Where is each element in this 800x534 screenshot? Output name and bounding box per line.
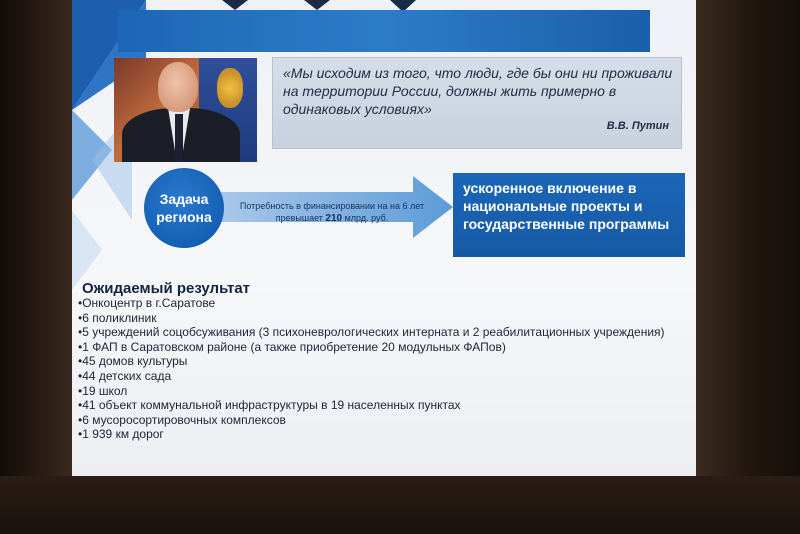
list-item: •41 объект коммунальной инфраструктуры в 19 населенных пунктах: [78, 398, 461, 413]
list-item: •45 домов культуры: [78, 354, 188, 369]
emblem-icon: [217, 68, 243, 108]
speaker-photo: [114, 58, 257, 162]
quote-text: «Мы исходим из того, что люди, где бы они ни проживали на территории России, должны жить примерно в одинаковых условиях»: [283, 65, 673, 117]
room-wall-left: [0, 0, 74, 534]
head-shape: [158, 62, 198, 112]
list-item: •6 мусоросортировочных комплексов: [78, 412, 286, 427]
room-wall-right: [696, 0, 800, 534]
list-item: •1 939 км дорог: [78, 427, 164, 442]
tie-shape: [175, 114, 183, 162]
quote-author: В.В. Путин: [606, 120, 669, 132]
list-item: •19 школ: [78, 383, 128, 398]
expected-result-title: Ожидаемый результат: [82, 280, 251, 297]
list-item: •44 детских сада: [78, 368, 172, 383]
quote-box: [272, 57, 682, 149]
list-item: •1 ФАП в Саратовском районе (а также приобретение 20 модульных ФАПов): [78, 339, 506, 354]
task-label: Задача региона: [156, 191, 212, 225]
funding-need-text: [227, 200, 437, 225]
list-item: •Онкоцентр в г.Саратове: [78, 296, 216, 310]
presentation-slide: [72, 0, 696, 476]
list-item: •6 поликлиник: [78, 310, 157, 325]
header-bar: [118, 10, 650, 52]
list-item: •5 учреждений соцобсуживания (3 психоневрологических интерната и 2 реабилитационных учреждения): [78, 325, 665, 340]
expected-result-list: [78, 296, 678, 442]
funding-amount: 210: [325, 213, 343, 224]
funding-need-label: Потребность в финансировании на на 6 лет превышает: [239, 201, 425, 223]
funding-unit: млрд. руб.: [342, 213, 389, 223]
result-box: ускоренное включение в национальные проекты и государственные программы: [453, 173, 685, 257]
task-circle: [144, 168, 224, 248]
room-floor: [0, 476, 800, 534]
